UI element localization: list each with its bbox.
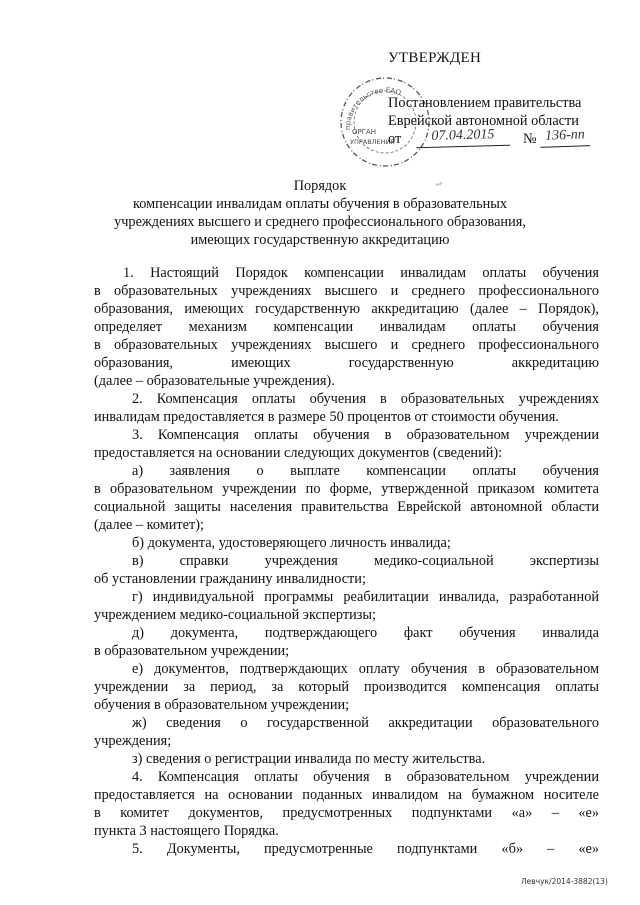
body-line: учреждением медико-социальной экспертизы; [94,607,376,623]
body-line: инвалидам предоставляется в размере 50 процентов от стоимости обучения. [94,409,559,425]
body-line: в) справки учреждения медико-социальной экспертизы [132,553,599,569]
body-line: образования, имеющих государственную аккредитацию [94,355,599,371]
stamp-ring-text: правительство ЕАО [343,86,403,131]
approval-heading: УТВЕРЖДЕН [388,50,482,66]
body-line: 5. Документы, предусмотренные подпунктами «б» – «е» [132,841,599,857]
body-line: предоставляется на основании поданных инвалидом на бумажном носителе [94,787,599,803]
body-line: в образовательном учреждении; [94,643,290,659]
decree-line-2: Еврейской автономной области [388,113,579,129]
body-line: ж) сведения о государственной аккредитации образовательного [132,715,599,731]
body-line: д) документа, подтверждающего факт обучения инвалида [132,625,599,641]
body-line: в образовательных учреждениях высшего и среднего профессионального [94,283,599,299]
stamp-inner-line2: УПРАВЛЕНИЯ [350,138,395,146]
body-line: з) сведения о регистрации инвалида по месту жительства. [132,751,486,767]
document-subtitle-line: имеющих государственную аккредитацию [190,232,450,248]
body-line: пункта 3 настоящего Порядка. [94,823,279,839]
document-subtitle-line: компенсации инвалидам оплаты обучения в образовательных [132,196,508,212]
body-line: образования, имеющих государственную аккредитацию (далее – Порядок), [94,301,599,317]
body-line: е) документов, подтверждающих оплату обучения в образовательном [132,661,599,677]
body-line: 1. Настоящий Порядок компенсации инвалидам оплаты обучения [123,265,599,281]
document-subtitle-line: учреждениях высшего и среднего профессионального образования, [114,214,526,230]
body-line: определяет механизм компенсации инвалидам оплаты обучения [94,319,599,335]
decree-date-label: от [388,131,402,147]
stamp-inner-line1: ОРГАН [352,128,377,136]
body-line: предоставляется на основании следующих документов (сведений): [94,445,503,461]
body-line: (далее – комитет); [94,517,204,533]
decree-line-1: Постановлением правительства [388,95,582,111]
body-line: 2. Компенсация оплаты обучения в образовательных учреждениях [132,391,599,407]
body-line: в комитет документов, предусмотренных подпунктами «а» – «е» [94,805,599,821]
body-line: в образовательных учреждениях высшего и среднего профессионального [94,337,599,353]
footer-document-code: Левчук/2014-3882(13) [521,877,608,886]
decree-date-handwritten: 07.04.2015 [416,127,510,148]
body-line: учреждения; [94,733,172,749]
body-line: (далее – образовательные учреждения). [94,373,335,389]
body-line: в образовательном учреждении по форме, утвержденной приказом комитета [94,481,599,497]
decree-number-handwritten: 136-пп [540,127,591,148]
body-line: обучения в образовательном учреждении; [94,697,350,713]
body-line: социальной защиты населения правительства Еврейской автономной области [94,499,599,515]
body-line: об установлении гражданину инвалидности; [94,571,366,587]
body-line: 3. Компенсация оплаты обучения в образовательном учреждении [132,427,599,443]
body-line: учреждении за период, за который производится компенсация оплаты [94,679,599,695]
body-line: а) заявления о выплате компенсации оплаты обучения [132,463,599,479]
pen-mark: ~ [433,176,445,192]
body-line: 4. Компенсация оплаты обучения в образовательном учреждении [132,769,599,785]
decree-number-label: № [523,131,537,147]
document-title: Порядок [293,178,347,194]
body-line: б) документа, удостоверяющего личность инвалида; [132,535,451,551]
body-line: г) индивидуальной программы реабилитации инвалида, разработанной [132,589,599,605]
